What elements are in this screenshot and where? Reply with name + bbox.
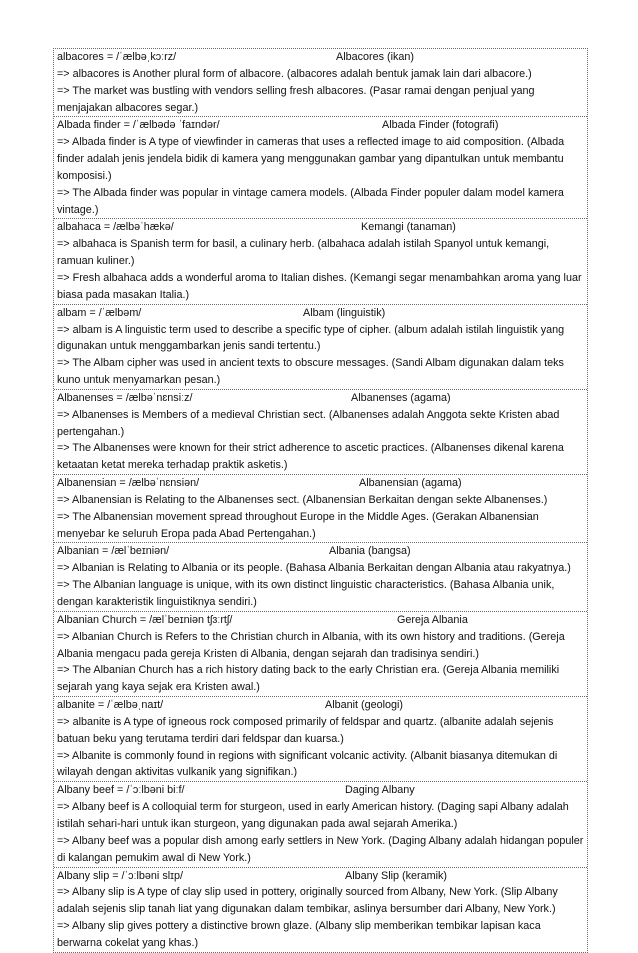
entry-example: => The Albanian Church has a rich history dating back to the early Christian era. (Gereja Albania memiliki sejarah yang kaya sejak era Kristen awal.) <box>57 664 560 694</box>
entry-example: => The Albanian language is unique, with its own distinct linguistic characteristics. (Bahasa Albania unik, dengan karakteristik linguistiknya sendiri.) <box>57 579 555 608</box>
entry-definition: => Albanian is Relating to Albania or its people. (Bahasa Albania Berkaitan dengan Albania atau rakyatnya.) <box>57 562 571 575</box>
entry-example: => Albanite is commonly found in regions with significant volcanic activity. (Albanit biasanya ditemukan di wilayah dengan aktivitas vulkanik yang signifikan.) <box>57 749 558 779</box>
entry-definition: => Albanenses is Members of a medieval Christian sect. (Albanenses adalah Anggota sekte Kristen abad pertengahan.) <box>57 408 560 438</box>
entry-definition: => albahaca is Spanish term for basil, a culinary herb. (albahaca adalah istilah Spanyol untuk kemangi, ramuan kuliner.) <box>57 238 550 268</box>
entry-definition: => albam is A linguistic term used to describe a specific type of cipher. (album adalah istilah linguistik yang digunakan untuk menggambarkan jenis sandi tertentu.) <box>57 323 565 353</box>
entry-term: albacores = /ˈælbəˌkɔːrz/ <box>57 51 177 63</box>
entry-definition: => albacores is Another plural form of albacore. (albacores adalah bentuk jamak lain dari albacore.) <box>57 67 532 80</box>
dictionary-entry <box>54 542 587 610</box>
dictionary-entry <box>54 867 587 952</box>
entry-translation: Albada Finder (fotografi) <box>382 119 499 132</box>
entry-term: albam = /ˈælbəm/ <box>57 306 142 319</box>
dictionary-sheet <box>53 48 588 953</box>
entry-definition: => Albany beef is A colloquial term for sturgeon, used in early American history. (Daging sapi Albany adalah istilah sehari-hari untuk ikan sturgeon, yang digunakan pada awal sejarah Amerika.) <box>57 801 569 830</box>
entry-translation: Albanit (geologi) <box>325 699 404 712</box>
entry-header <box>57 475 585 492</box>
entry-header <box>57 305 585 322</box>
entry-example: => The Albada finder was popular in vintage camera models. (Albada Finder populer dalam model kamera vintage.) <box>57 186 564 216</box>
entry-header <box>57 697 585 714</box>
dictionary-entry <box>54 781 587 866</box>
entry-term: Albanenses = /ælbəˈnɛnsiːz/ <box>57 391 193 404</box>
dictionary-entry <box>54 474 587 542</box>
entry-term: Albada finder = /ˈælbədə ˈfaɪndər/ <box>57 119 220 132</box>
entry-example: => Albany beef was a popular dish among early settlers in New York. (Daging Albany adalah hidangan populer di kalangan pemukim awal di New York.) <box>57 834 584 864</box>
dictionary-entry <box>54 696 587 781</box>
entry-term: Albany slip = /ˈɔːlbəni slɪp/ <box>57 869 183 882</box>
entry-definition: => Albada finder is A type of viewfinder in cameras that uses a reflected image to aid composition. (Albada finder adalah jenis jendela bidik di kamera yang menggunakan gambar yang dipantulkan untuk membantu komposisi.) <box>57 136 565 182</box>
entry-example: => The Albanensian movement spread throughout Europe in the Middle Ages. (Gerakan Albanensian menyebar ke seluruh Eropa pada Abad Pertengahan.) <box>57 510 539 540</box>
entry-example: => The Albanenses were known for their strict adherence to ascetic practices. (Albanenses dikenal karena ketaatan ketat mereka terhadap praktik asketis.) <box>57 442 564 472</box>
entry-example: => The market was bustling with vendors selling fresh albacores. (Pasar ramai dengan penjual yang menjajakan albacores segar.) <box>57 84 535 114</box>
entry-example: => Fresh albahaca adds a wonderful aroma to Italian dishes. (Kemangi segar menambahkan aroma yang luar biasa pada masakan Italia.) <box>57 271 582 301</box>
entry-translation: Albacores (ikan) <box>336 51 415 63</box>
entry-header <box>57 868 585 885</box>
dictionary-entry <box>54 218 587 303</box>
dictionary-entry <box>54 611 587 696</box>
entry-header <box>57 543 585 560</box>
entry-definition: => albanite is A type of igneous rock composed primarily of feldspar and quartz. (albanite adalah sejenis batuan beku yang terutama terdiri dari feldspar dan kuarsa.) <box>57 715 554 745</box>
dictionary-entry <box>54 389 587 474</box>
entry-translation: Albam (linguistik) <box>303 306 386 319</box>
entry-translation: Albania (bangsa) <box>329 545 411 558</box>
entry-translation: Daging Albany <box>345 784 415 797</box>
entry-term: albahaca = /ælbəˈhækə/ <box>57 221 174 234</box>
entry-term: albanite = /ˈælbəˌnaɪt/ <box>57 699 164 712</box>
entry-header <box>57 219 585 236</box>
entry-term: Albanian = /ælˈbeɪniən/ <box>57 545 170 558</box>
entry-header <box>57 117 585 134</box>
entry-translation: Albanenses (agama) <box>351 391 451 404</box>
entry-header <box>57 390 585 407</box>
entry-translation: Albanensian (agama) <box>359 477 462 490</box>
entry-definition: => Albanensian is Relating to the Albanenses sect. (Albanensian Berkaitan dengan sekte Albanenses.) <box>57 493 548 506</box>
entry-definition: => Albany slip is A type of clay slip used in pottery, originally sourced from Albany, New York. (Slip Albany adalah sejenis slip tanah liat yang digunakan dalam tembikar, aslinya bersumber dari Albany, New York.) <box>57 886 558 916</box>
entry-translation: Albany Slip (keramik) <box>345 869 448 882</box>
entry-definition: => Albanian Church is Refers to the Christian church in Albania, with its own history and traditions. (Gereja Albania mengacu pada gereja Kristen di Albania, dengan sejarah dan tradisinya sendiri.) <box>57 630 565 660</box>
dictionary-entry <box>54 304 587 389</box>
entry-example: => The Albam cipher was used in ancient texts to obscure messages. (Sandi Albam digunakan dalam teks kuno untuk menyamarkan pesan.) <box>57 357 564 387</box>
entry-term: Albanian Church = /ælˈbeɪniən tʃɜːrtʃ/ <box>57 613 233 626</box>
entry-term: Albany beef = /ˈɔːlbəni biːf/ <box>57 784 185 797</box>
dictionary-entry <box>54 116 587 218</box>
entry-translation: Gereja Albania <box>397 613 468 626</box>
entry-header <box>57 612 585 629</box>
entry-example: => Albany slip gives pottery a distinctive brown glaze. (Albany slip memberikan tembikar lapisan kaca berwarna cokelat yang khas.) <box>57 920 541 949</box>
dictionary-entry <box>54 49 587 116</box>
entry-term: Albanensian = /ælbəˈnɛnsiən/ <box>57 477 200 490</box>
entry-header <box>57 782 585 799</box>
entry-header <box>57 49 585 66</box>
entry-translation: Kemangi (tanaman) <box>361 221 456 234</box>
